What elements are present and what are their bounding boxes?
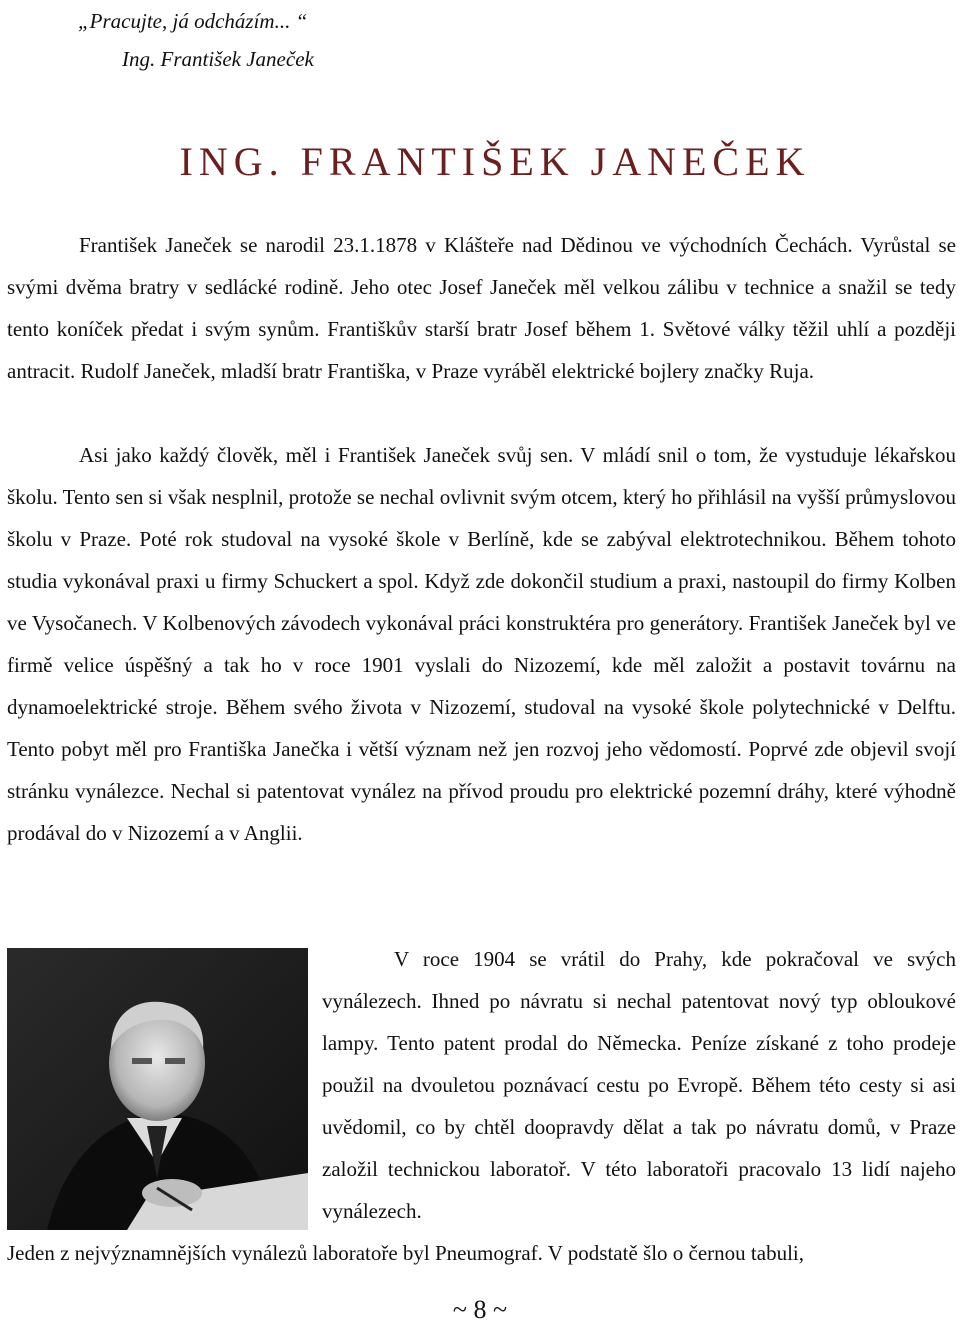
paragraph-pneumograph: Jeden z nejvýznamnějších vynálezů laboratoře byl Pneumograf. V podstatě šlo o černou tabuli, [7,1241,804,1265]
paragraph-return: V roce 1904 se vrátil do Prahy, kde pokračoval ve svých vynálezech. Ihned po návratu si nechal patentovat nový typ obloukové lampy. Tento patent prodal do Německa. Peníze získané z toho prodeje použil na dvouletou poznávací cestu po Evropě. Během této cesty si asi uvědomil, co by chtěl doopravdy dělat a tak po návratu domů, v Praze založil technickou laboratoř. V této laboratoři pracovalo 13 lidí najeho vynálezech. [322,947,956,1223]
paragraph-birth: František Janeček se narodil 23.1.1878 v Klášteře nad Dědinou ve východních Čechách. Vyrůstal se svými dvěma bratry v sedlácké rodině. Jeho otec Josef Janeček měl velkou zálibu v technice a snažil se tedy tento koníček předat i svým synům. Františkův starší bratr Josef během 1. Světové války těžil uhlí a později antracit. Rudolf Janeček, mladší bratr Františka, v Praze vyráběl elektrické bojlery značky Ruja. [7,233,956,383]
page-number: ~ 8 ~ [452,1295,508,1324]
portrait-photo [7,948,308,1230]
epigraph-quote: „Pracujte, já odcházím... “ [78,9,308,33]
epigraph [78,2,314,78]
page-title: ING. FRANTIŠEK JANEČEK [179,139,811,184]
epigraph-author: Ing. František Janeček [122,47,314,71]
portrait-image [7,948,308,1230]
paragraph-studies: Asi jako každý člověk, měl i František Janeček svůj sen. V mládí snil o tom, že vystuduje lékařskou školu. Tento sen si však nesplnil, protože se nechal ovlivnit svým otcem, který ho přihlásil na vyšší průmyslovou školu v Praze. Poté rok studoval na vysoké škole v Berlíně, kde se zabýval elektrotechnikou. Během tohoto studia vykonával praxi u firmy Schuckert a spol. Když zde dokončil studium a praxi, nastoupil do firmy Kolben ve Vysočanech. V Kolbenových závodech vykonával práci konstruktéra pro generátory. František Janeček byl ve firmě velice úspěšný a tak ho v roce 1901 vyslali do Nizozemí, kde měl založit a postavit továrnu na dynamoelektrické stroje. Během svého života v Nizozemí, studoval na vysoké škole polytechnické v Delftu. Tento pobyt měl pro Františka Janečka i větší význam než jen rozvoj jeho vědomostí. Poprvé zde objevil svojí stránku vynálezce. Nechal si patentovat vynález na přívod proudu pro elektrické pozemní dráhy, které výhodně prodával do v Nizozemí a v Anglii. [7,443,956,845]
